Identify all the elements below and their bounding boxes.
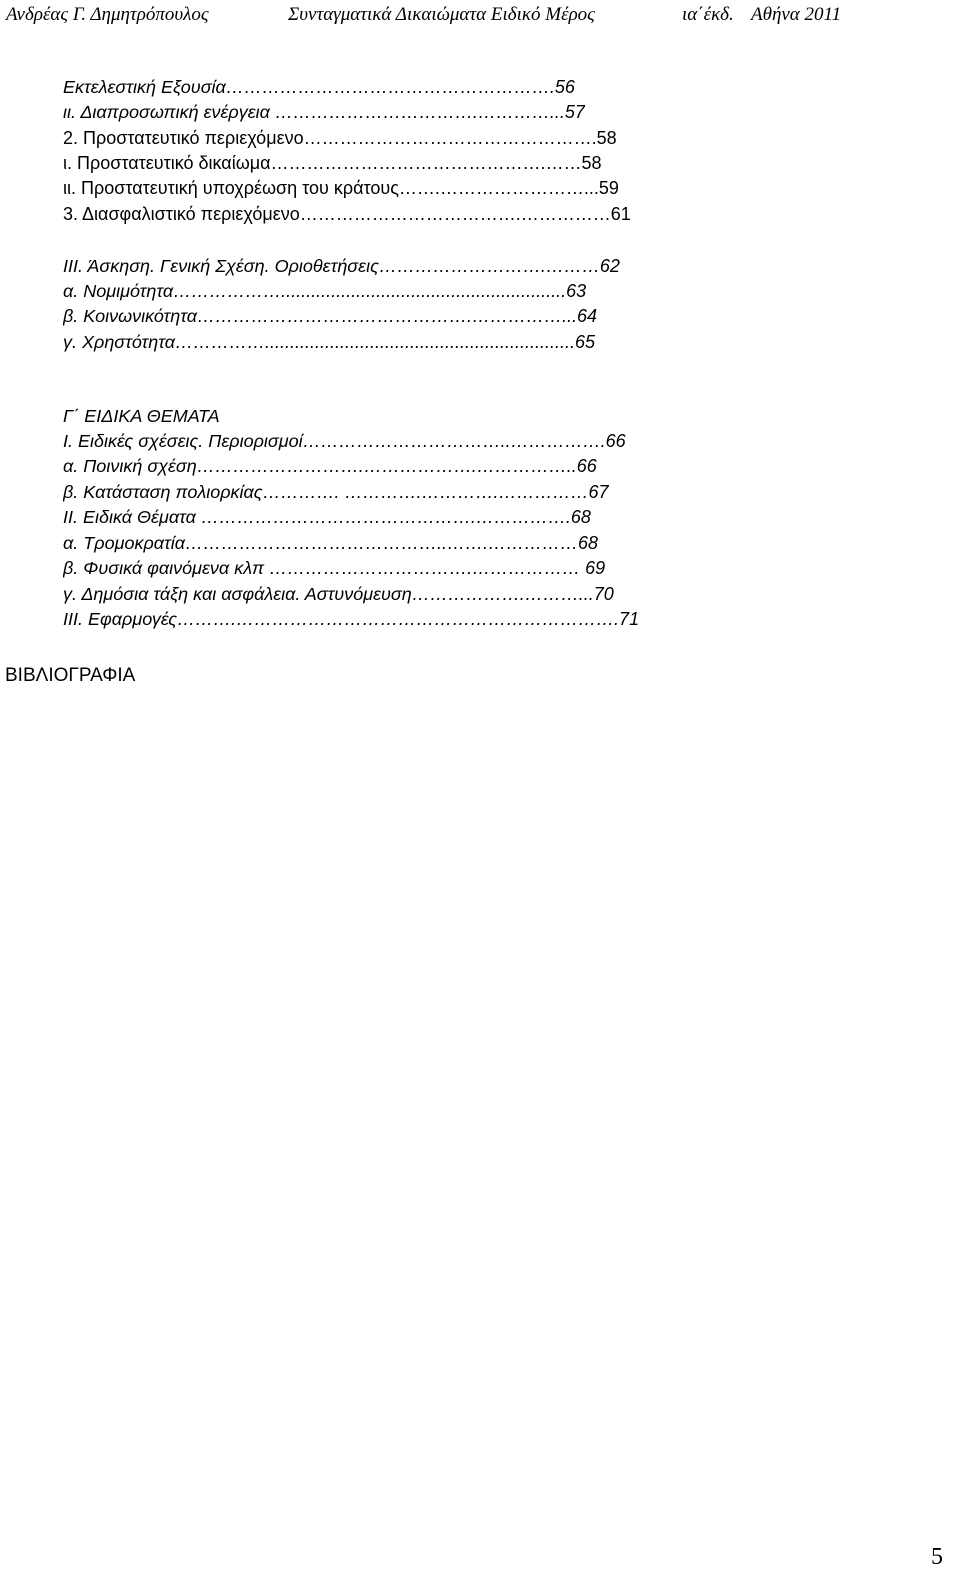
toc-entry-state-obligation: ιι. Προστατευτική υποχρέωση του κράτους…….……………………...59 bbox=[63, 178, 619, 198]
toc-entry-natural-phenomena: β. Φυσικά φαινόμενα κλπ …………………………….……………… 69 bbox=[63, 558, 606, 578]
toc-entry-sociality: β. Κοινωνικότητα……………………………………….……………...64 bbox=[63, 306, 597, 326]
toc-entry-exercise: ΙΙΙ. Άσκηση. Γενική Σχέση. Οριοθετήσεις……………………….………62 bbox=[63, 256, 620, 276]
toc-entry-legality: α. Νομιμότητα……………….........................................................63 bbox=[63, 281, 587, 301]
toc-entry-decency: γ. Χρηστότητα……………..............................................................65 bbox=[63, 332, 596, 352]
toc-section-special-topics: Γ΄ ΕΙΔΙΚΑ ΘΕΜΑΤΑ bbox=[63, 406, 220, 426]
toc-entry-safeguard-content: 3. Διασφαλιστικό περιεχόμενο……………………………….……………61 bbox=[63, 204, 631, 224]
toc-entry-interpersonal-effect: ιι. Διαπροσωπική ενέργεια …………………………….…………...57 bbox=[63, 102, 585, 122]
toc-entry-protective-content: 2. Προστατευτικό περιεχόμενο………………………………………….58 bbox=[63, 128, 617, 148]
header-city-year: Αθήνα 2011 bbox=[751, 4, 842, 25]
running-header bbox=[6, 3, 896, 27]
toc-entry-criminal-relation: α. Ποινική σχέση……………………….……………….……………..66 bbox=[63, 456, 597, 476]
header-edition: ια΄έκδ. bbox=[682, 4, 734, 25]
toc-entry-terrorism: α. Τρομοκρατία……………………………………..…….……………68 bbox=[63, 533, 599, 553]
toc-entry-special-relations: Ι. Ειδικές σχέσεις. Περιορισμοί……………………………..…………….66 bbox=[63, 431, 626, 451]
header-author: Ανδρέας Γ. Δημητρόπουλος bbox=[6, 4, 209, 25]
page-number: 5 bbox=[931, 1544, 943, 1570]
toc-entry-protective-right: ι. Προστατευτικό δικαίωμα……………………………………….……58 bbox=[63, 153, 602, 173]
toc-entry-special-issues: ΙΙ. Ειδικά Θέματα ……………………………………….…………….68 bbox=[63, 507, 591, 527]
toc-entry-executive-power: Εκτελεστική Εξουσία……………………………………………….56 bbox=[63, 77, 575, 97]
bibliography-heading: ΒΙΒΛΙΟΓΡΑΦΙΑ bbox=[5, 665, 136, 686]
toc-entry-state-of-siege: β. Κατάσταση πολιορκίας…………. ………….………….……………67 bbox=[63, 482, 609, 502]
toc-entry-public-order: γ. Δημόσια τάξη και ασφάλεια. Αστυνόμευση……………….………...70 bbox=[63, 584, 614, 604]
header-book-title: Συνταγματικά Δικαιώματα Ειδικό Μέρος bbox=[288, 4, 595, 25]
toc-entry-applications: ΙΙΙ. Εφαρμογές……….……………………………………………………….71 bbox=[63, 609, 640, 629]
